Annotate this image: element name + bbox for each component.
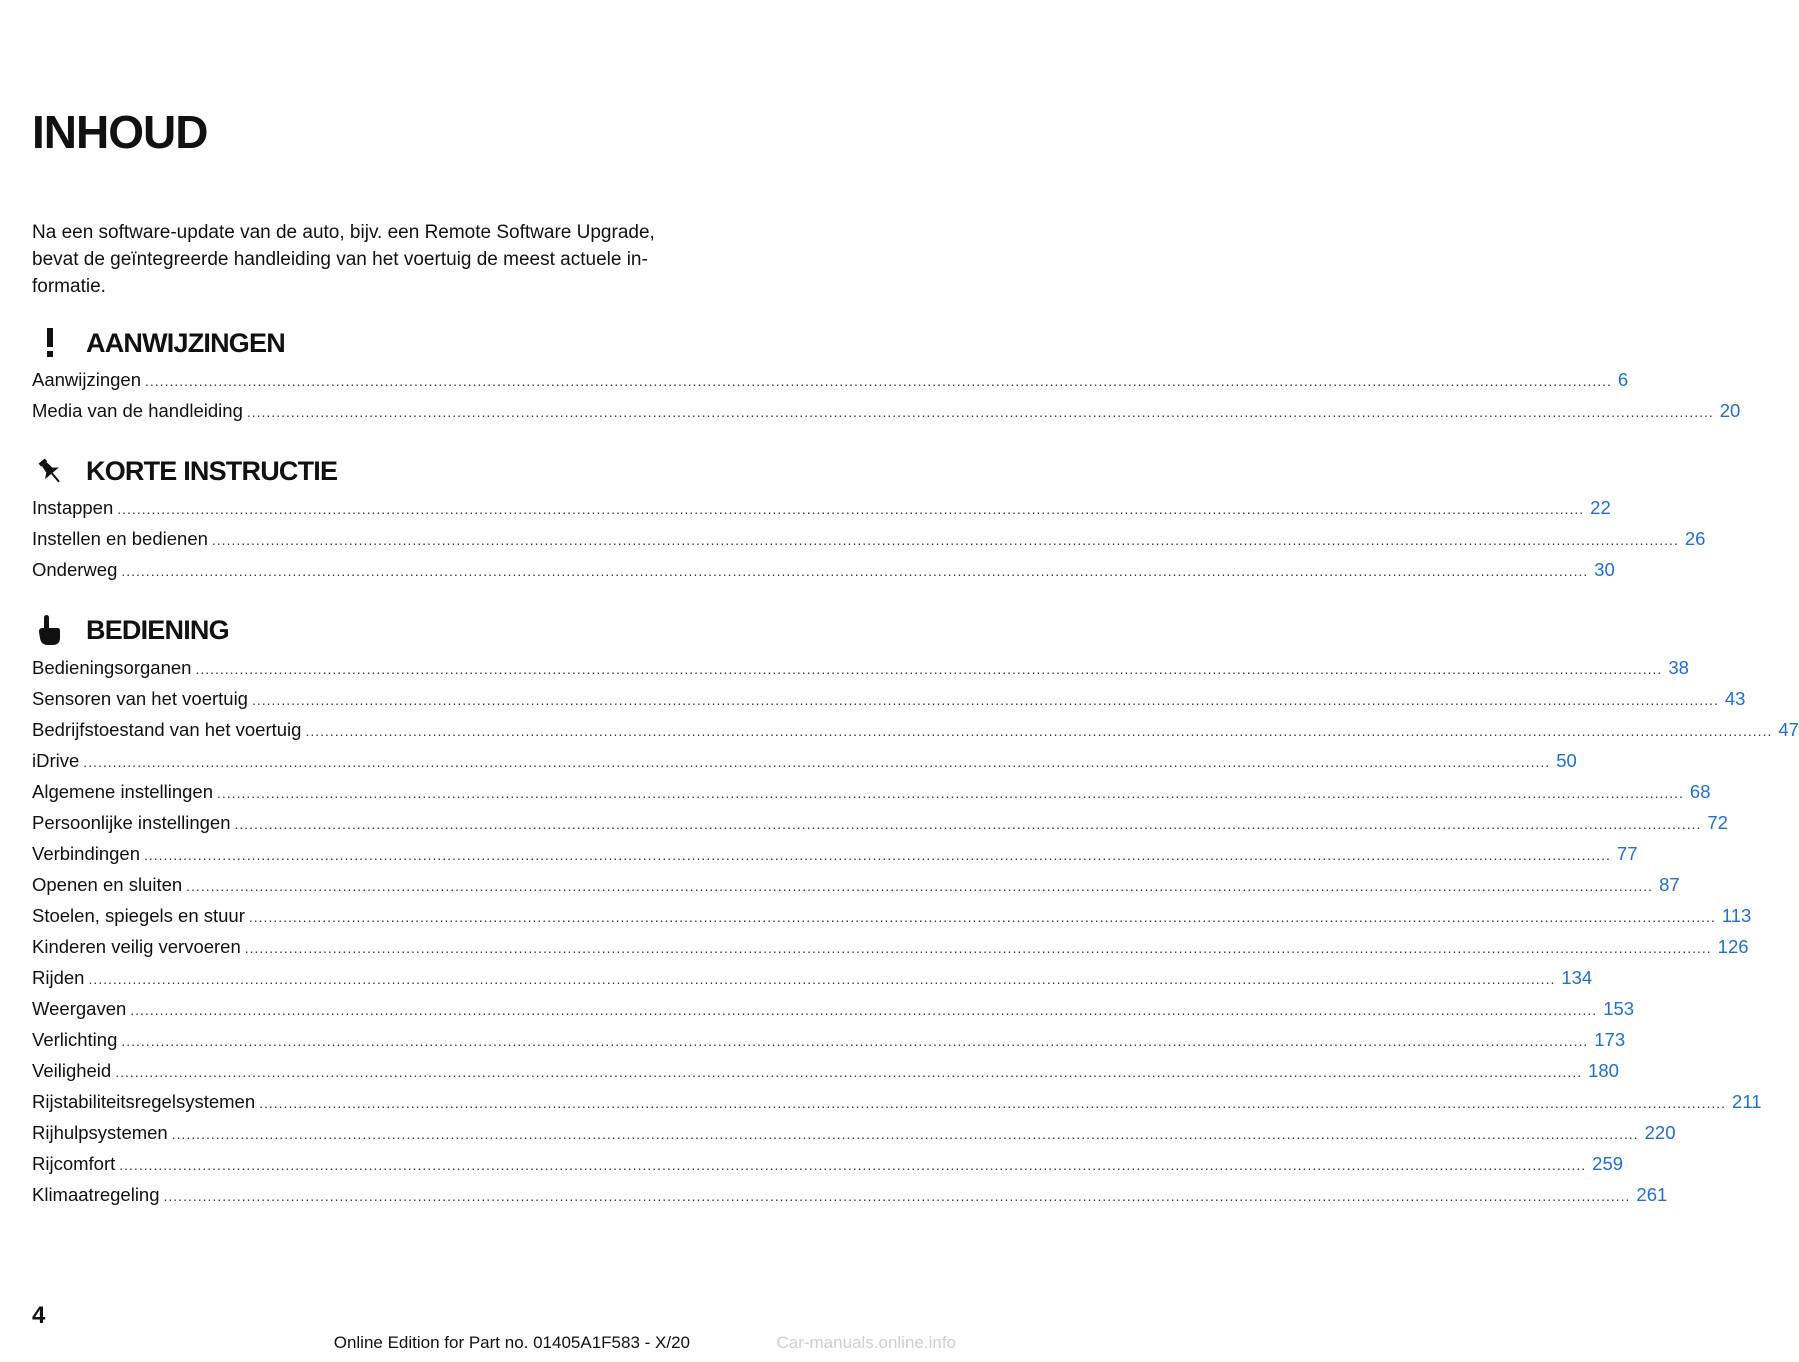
- section-title: KORTE INSTRUCTIE: [86, 455, 338, 486]
- toc-entry-page-link[interactable]: 261: [1636, 1184, 1668, 1205]
- footer-watermark: Car-manuals.online.info: [776, 1333, 956, 1352]
- toc-entry-label: Instellen en bedienen: [32, 528, 208, 549]
- toc-leader-dots: ............................................................................................................................................................................................................................................................................................................: [244, 940, 1712, 956]
- page-title: INHOUD: [32, 106, 208, 158]
- toc-leader-dots: ............................................................................................................................................................................................................................................................................................................: [117, 501, 1585, 517]
- toc-entry-page-link[interactable]: 113: [1721, 905, 1752, 926]
- toc-entry-label: Media van de handleiding: [32, 400, 243, 421]
- toc-entry-page-link[interactable]: 20: [1719, 400, 1741, 421]
- toc-entry-label: Sensoren van het voertuig: [32, 688, 248, 709]
- toc-entry[interactable]: [32, 1179, 1668, 1210]
- pointing-hand-icon: [32, 612, 68, 648]
- toc-entry[interactable]: [32, 554, 1615, 585]
- page-number: 4: [32, 1302, 46, 1329]
- toc-entry-label: Weergaven: [32, 998, 127, 1019]
- toc-entry-label: Rijhulpsystemen: [32, 1122, 168, 1143]
- toc-leader-dots: ............................................................................................................................................................................................................................................................................................................: [259, 1095, 1727, 1111]
- toc-entry[interactable]: [32, 652, 1689, 683]
- toc-entry-label: Kinderen veilig vervoeren: [32, 936, 241, 957]
- toc-leader-dots: ............................................................................................................................................................................................................................................................................................................: [130, 1002, 1598, 1018]
- footer-edition: Online Edition for Part no. 01405A1F583 - X/20: [333, 1333, 690, 1352]
- toc-leader-dots: ............................................................................................................................................................................................................................................................................................................: [251, 692, 1719, 708]
- toc-entry-page-link[interactable]: 30: [1594, 559, 1615, 580]
- toc-entry-page-link[interactable]: 72: [1707, 812, 1728, 833]
- toc-entry-label: Persoonlijke instellingen: [32, 812, 231, 833]
- section-title: BEDIENING: [86, 614, 229, 645]
- toc-entry-page-link[interactable]: 26: [1684, 528, 1706, 549]
- toc-entry-page-link[interactable]: 259: [1592, 1153, 1624, 1174]
- toc-leader-dots: ............................................................................................................................................................................................................................................................................................................: [121, 1033, 1589, 1049]
- toc-entry-label: Bedieningsorganen: [32, 657, 192, 678]
- toc-leader-dots: ............................................................................................................................................................................................................................................................................................................: [305, 723, 1773, 739]
- toc-entry-page-link[interactable]: 43: [1724, 688, 1746, 709]
- toc-leader-dots: ............................................................................................................................................................................................................................................................................................................: [186, 878, 1654, 894]
- toc-entry-page-link[interactable]: 220: [1644, 1122, 1676, 1143]
- toc-entry[interactable]: [32, 1024, 1626, 1055]
- toc-entry-label: Verlichting: [32, 1029, 118, 1050]
- toc-leader-dots: ............................................................................................................................................................................................................................................................................................................: [217, 785, 1684, 801]
- section-heading-bediening: [32, 610, 692, 650]
- toc-entry[interactable]: [32, 776, 1711, 807]
- toc-entry[interactable]: [32, 962, 1593, 993]
- toc-leader-dots: ............................................................................................................................................................................................................................................................................................................: [248, 909, 1716, 925]
- toc-leader-dots: ............................................................................................................................................................................................................................................................................................................: [171, 1126, 1639, 1142]
- toc-leader-dots: ............................................................................................................................................................................................................................................................................................................: [145, 373, 1612, 389]
- toc-entry-page-link[interactable]: 153: [1603, 998, 1635, 1019]
- toc-entry-page-link[interactable]: 173: [1594, 1029, 1626, 1050]
- toc-leader-dots: ............................................................................................................................................................................................................................................................................................................: [83, 754, 1551, 770]
- toc-leader-dots: ............................................................................................................................................................................................................................................................................................................: [144, 847, 1611, 863]
- toc-entry[interactable]: [32, 364, 1629, 395]
- toc-entry[interactable]: [32, 931, 1749, 962]
- toc-entry-page-link[interactable]: 6: [1617, 369, 1629, 390]
- section-heading-aanwijzingen: [32, 323, 692, 363]
- toc-entry[interactable]: [32, 745, 1577, 776]
- toc-entry-page-link[interactable]: 77: [1616, 843, 1638, 864]
- toc-entry-label: Rijden: [32, 967, 85, 988]
- toc-entry-page-link[interactable]: 87: [1659, 874, 1680, 895]
- toc-entry[interactable]: [32, 900, 1752, 931]
- toc-entry[interactable]: [32, 993, 1635, 1024]
- toc-entry-label: Verbindingen: [32, 843, 141, 864]
- toc-entry-page-link[interactable]: 22: [1590, 497, 1611, 518]
- toc-entry[interactable]: [32, 492, 1611, 523]
- toc-list-korte-instructie: [32, 492, 1706, 585]
- toc-entry-label: iDrive: [32, 750, 80, 771]
- toc-entry[interactable]: [32, 683, 1746, 714]
- toc-entry[interactable]: [32, 869, 1680, 900]
- toc-entry-page-link[interactable]: 38: [1668, 657, 1689, 678]
- section-heading-korte-instructie: [32, 451, 692, 491]
- toc-leader-dots: ............................................................................................................................................................................................................................................................................................................: [211, 532, 1679, 548]
- toc-entry[interactable]: [32, 1086, 1762, 1117]
- toc-entry-page-link[interactable]: 134: [1561, 967, 1593, 988]
- toc-entry-page-link[interactable]: 180: [1588, 1060, 1619, 1081]
- toc-entry[interactable]: [32, 838, 1638, 869]
- toc-entry-page-link[interactable]: 50: [1556, 750, 1577, 771]
- toc-entry-page-link[interactable]: 47: [1778, 719, 1799, 740]
- section-title: AANWIJZINGEN: [86, 327, 285, 358]
- toc-entry-label: Instappen: [32, 497, 114, 518]
- toc-entry[interactable]: [32, 523, 1706, 554]
- toc-entry-label: Openen en sluiten: [32, 874, 183, 895]
- toc-leader-dots: ............................................................................................................................................................................................................................................................................................................: [119, 1157, 1587, 1173]
- toc-list-bediening: [32, 652, 1799, 1210]
- toc-entry[interactable]: [32, 1148, 1624, 1179]
- toc-entry-label: Algemene instellingen: [32, 781, 214, 802]
- toc-leader-dots: ............................................................................................................................................................................................................................................................................................................: [234, 816, 1702, 832]
- toc-entry[interactable]: [32, 714, 1799, 745]
- toc-leader-dots: ............................................................................................................................................................................................................................................................................................................: [195, 661, 1663, 677]
- toc-entry[interactable]: [32, 395, 1741, 426]
- toc-entry-label: Stoelen, spiegels en stuur: [32, 905, 245, 926]
- toc-entry-page-link[interactable]: 126: [1717, 936, 1749, 957]
- toc-entry[interactable]: [32, 807, 1728, 838]
- exclamation-icon: [32, 325, 68, 361]
- toc-entry-page-link[interactable]: 68: [1689, 781, 1711, 802]
- toc-leader-dots: ............................................................................................................................................................................................................................................................................................................: [115, 1064, 1583, 1080]
- intro-paragraph: Na een software-update van de auto, bijv. een Remote Software Upgrade, bevat de geïntegreerde handleiding van het voertuig de meest actuele in-formatie.: [32, 222, 655, 297]
- toc-leader-dots: ............................................................................................................................................................................................................................................................................................................: [121, 563, 1589, 579]
- toc-entry-label: Aanwijzingen: [32, 369, 142, 390]
- toc-entry-label: Veiligheid: [32, 1060, 112, 1081]
- toc-entry-label: Bedrijfstoestand van het voertuig: [32, 719, 302, 740]
- toc-entry-label: Rijcomfort: [32, 1153, 116, 1174]
- toc-entry-label: Onderweg: [32, 559, 118, 580]
- toc-entry[interactable]: [32, 1117, 1676, 1148]
- toc-entry-label: Klimaatregeling: [32, 1184, 160, 1205]
- toc-leader-dots: ............................................................................................................................................................................................................................................................................................................: [246, 404, 1714, 420]
- toc-list-aanwijzingen: [32, 364, 1741, 426]
- toc-entry[interactable]: [32, 1055, 1619, 1086]
- pushpin-icon: [32, 453, 68, 489]
- toc-entry-page-link[interactable]: 211: [1732, 1091, 1762, 1112]
- toc-leader-dots: ............................................................................................................................................................................................................................................................................................................: [163, 1188, 1631, 1204]
- toc-entry-label: Rijstabiliteitsregelsystemen: [32, 1091, 256, 1112]
- toc-leader-dots: ............................................................................................................................................................................................................................................................................................................: [88, 971, 1556, 987]
